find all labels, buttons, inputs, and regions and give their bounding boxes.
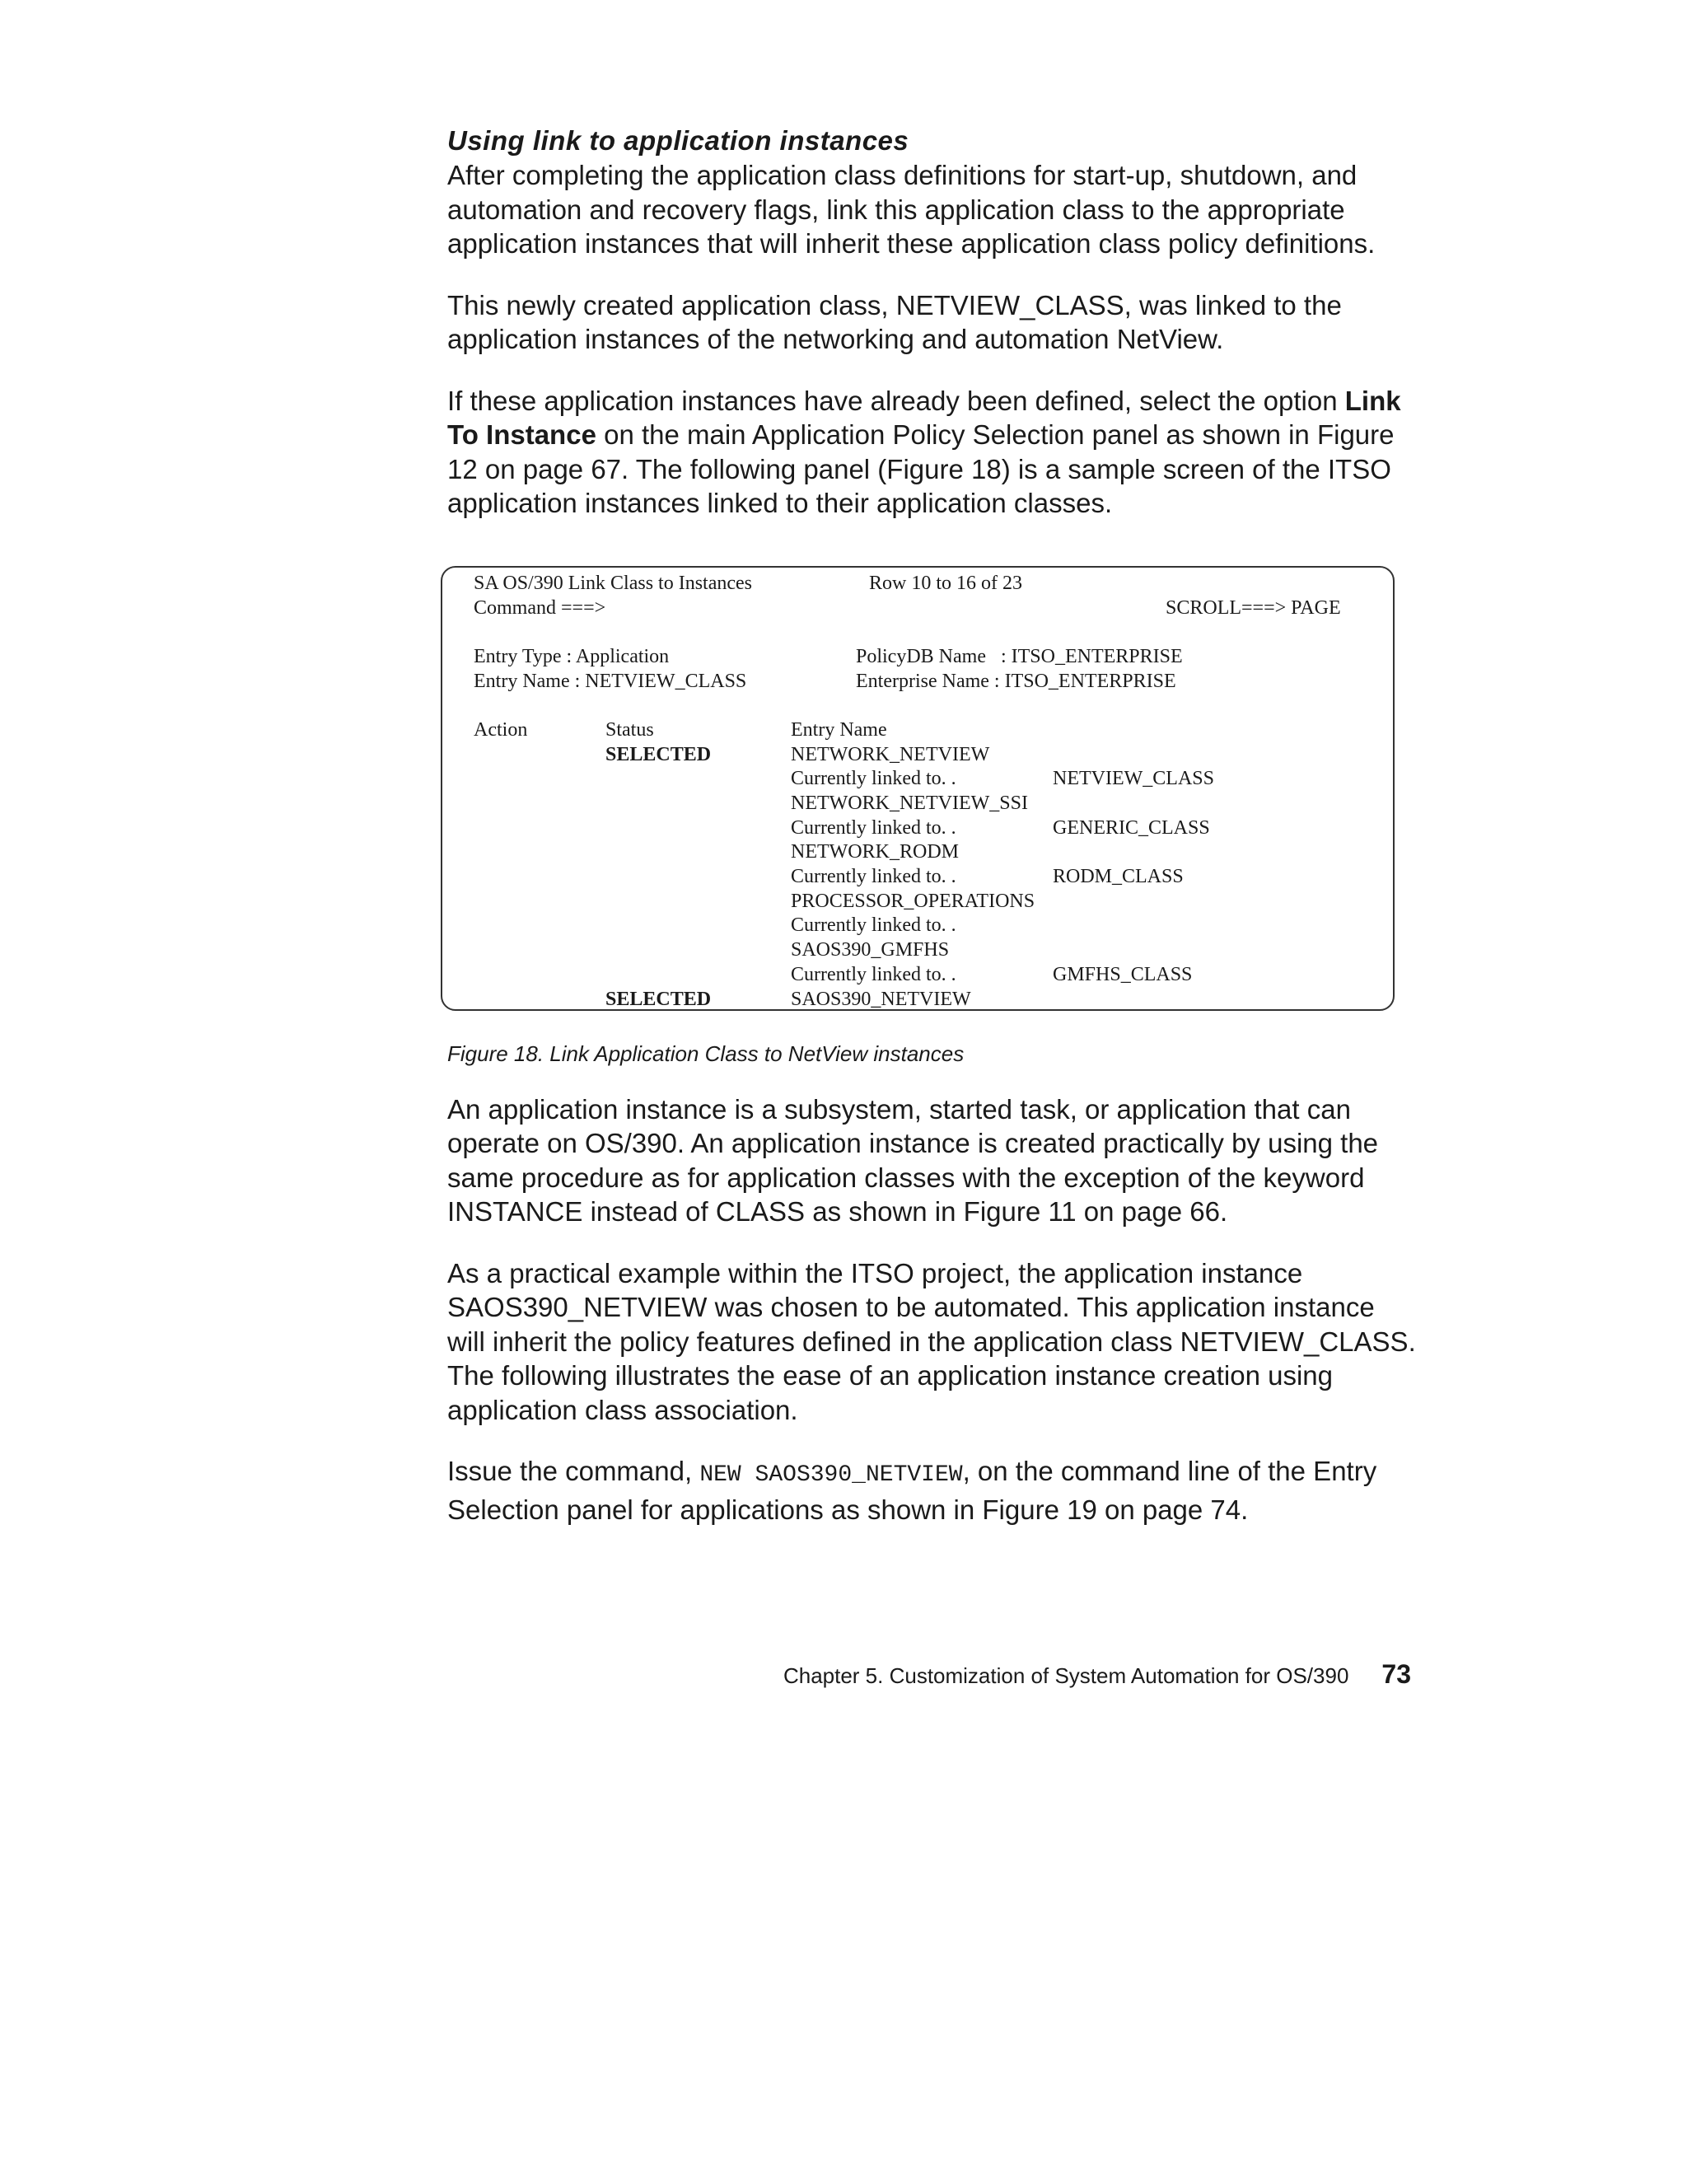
paragraph-6 [447,1454,1419,1527]
page-footer [783,1660,1411,1690]
screen-policydb-name: PolicyDB Name : ITSO_ENTERPRISE [856,645,1183,667]
paragraph-6-text-b: , on the command line of the Entry Selection panel for applications as shown in Figure 19 on page 74. [447,1456,1377,1525]
row-linked-class: RODM_CLASS [1053,866,1184,887]
row-entry-name: Currently linked to. . [791,866,956,887]
paragraph-1: After completing the application class definitions for start-up, shutdown, and automation and recovery flags, link this application class to the appropriate application instances that will inherit these application class policy definitions. [447,160,1376,259]
paragraph-3-text-a: If these application instances have already been defined, select the option [447,385,1345,416]
row-entry-name: Currently linked to. . [791,914,956,937]
row-linked-class: GENERIC_CLASS [1053,816,1210,839]
screen-scroll-label: SCROLL===> PAGE [1166,596,1341,619]
terminal-screen-figure [441,566,1395,1011]
paragraph-6-command: NEW SAOS390_NETVIEW [699,1462,963,1488]
section-heading: Using link to application instances [447,125,909,156]
row-entry-name: PROCESSOR_OPERATIONS [791,890,1035,912]
paragraph-3-text-b: on the main Application Policy Selection panel as shown in Figure 12 on page 67. The following panel (Figure 18) is a sample screen of the ITSO application instances linked to their application classes. [447,419,1395,518]
row-status: SELECTED [605,988,712,1010]
paragraph-5: As a practical example within the ITSO project, the application instance SAOS390_NETVIEW was chosen to be automated. This application instance will inherit the policy features defined in the application class NETVIEW_CLASS. The following illustrates the ease of an application instance creation using application class association. [447,1257,1416,1425]
paragraph-4: An application instance is a subsystem, started task, or application that can operate on OS/390. An application instance is created practically by using the same procedure as for application classes with the exception of the keyword INSTANCE instead of CLASS as shown in Figure 11 on page 66. [447,1093,1379,1227]
row-entry-name: NETWORK_RODM [791,841,959,863]
row-entry-name: Currently linked to. . [791,816,956,839]
screen-entry-name: Entry Name : NETVIEW_CLASS [474,670,747,692]
paragraph-6-text-a: Issue the command, [447,1456,700,1486]
row-linked-class: NETVIEW_CLASS [1053,768,1214,790]
screen-column-status: Status [605,718,654,741]
row-entry-name: SAOS390_GMFHS [791,939,950,961]
row-entry-name: Currently linked to. . [791,768,956,790]
screen-title: SA OS/390 Link Class to Instances [474,572,753,594]
paragraph-2: This newly created application class, NETVIEW_CLASS, was linked to the application instances of the networking and automation NetView. [447,289,1342,354]
paragraph-3-bold-term: Link To Instance [447,385,1401,450]
row-entry-name: NETWORK_NETVIEW_SSI [791,792,1028,814]
screen-command-label: Command ===> [474,596,606,619]
row-linked-class: GMFHS_CLASS [1053,963,1193,985]
screen-entry-type: Entry Type : Application [474,645,670,667]
screen-column-action: Action [474,718,528,741]
row-entry-name: Currently linked to. . [791,963,956,985]
row-entry-name: NETWORK_NETVIEW [791,743,990,765]
screen-row-info: Row 10 to 16 of 23 [869,572,1022,594]
page-number: 73 [1381,1659,1411,1689]
footer-chapter-title: Chapter 5. Customization of System Automation for OS/390 [783,1663,1349,1688]
row-entry-name: SAOS390_NETVIEW [791,988,971,1010]
page-content [447,124,1419,1554]
row-status: SELECTED [605,743,712,765]
screen-enterprise-name: Enterprise Name : ITSO_ENTERPRISE [856,670,1176,692]
figure-caption: Figure 18. Link Application Class to NetView instances [447,1041,965,1066]
paragraph-3 [447,384,1419,521]
screen-column-entry-name: Entry Name [791,718,887,741]
